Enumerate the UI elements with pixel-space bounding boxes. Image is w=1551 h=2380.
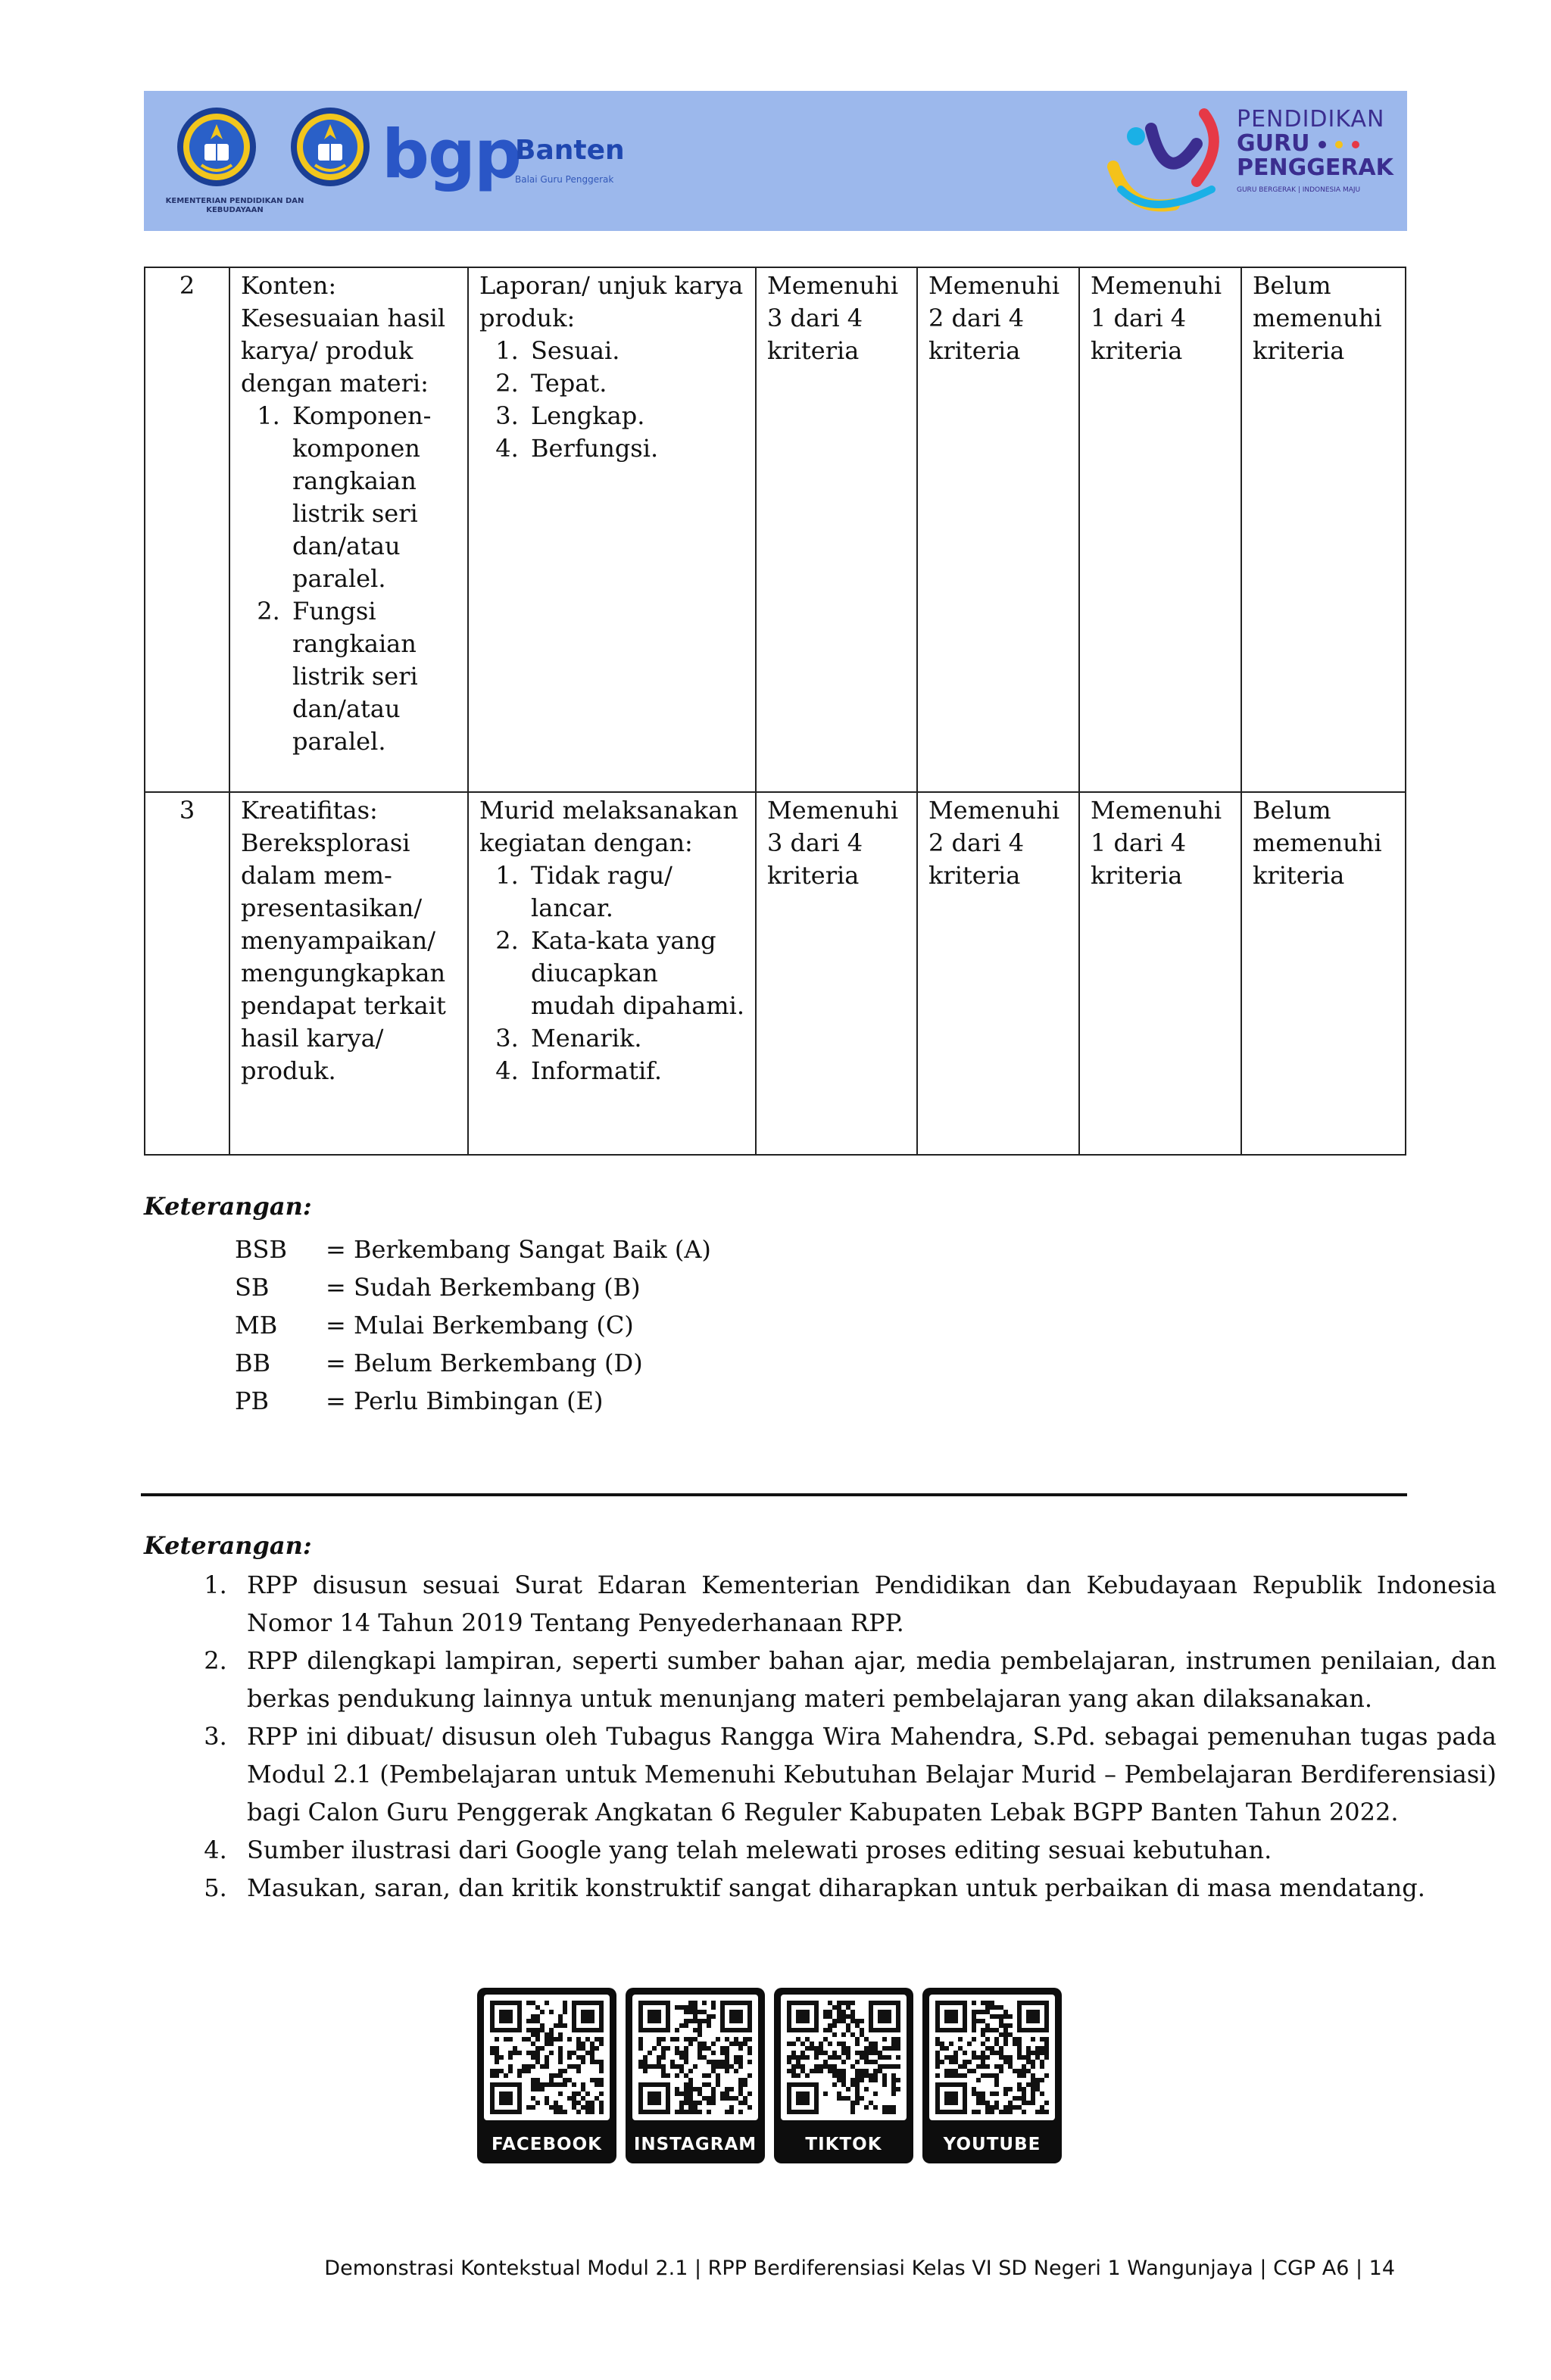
dot-icon xyxy=(1319,141,1326,148)
aspect-item: 1. Komponen-komponen rangkaian listrik seri dan/atau paralel. xyxy=(288,400,457,595)
aspect-cell xyxy=(229,267,468,792)
aspect-text: Kreatifitas: xyxy=(241,796,378,825)
criteria-item: 4. Berfungsi. xyxy=(526,432,744,465)
criteria-intro: Murid melaksanakan kegiatan dengan: xyxy=(479,796,738,857)
rubric-row xyxy=(145,267,1406,792)
pgp-wordmark xyxy=(1237,108,1393,195)
legend-meaning: = Belum Berkembang (D) xyxy=(326,1349,643,1377)
facebook-qr-card[interactable] xyxy=(477,1988,616,2163)
note-item: 4. Sumber ilustrasi dari Google yang telah melewati proses editing sesuai kebutuhan. xyxy=(235,1831,1496,1869)
notes-list xyxy=(144,1566,1496,1907)
aspect-list xyxy=(241,400,457,758)
notes-title: Keterangan: xyxy=(144,1531,312,1560)
criteria-list xyxy=(479,335,744,465)
aspect-text: Konten: xyxy=(241,271,337,300)
aspect-cell xyxy=(229,792,468,1155)
facebook-qr-code-icon xyxy=(484,1995,610,2120)
page-footer: Demonstrasi Kontekstual Modul 2.1 | RPP Berdiferensiasi Kelas VI SD Negeri 1 Wangunjaya | CGP A6 | 14 xyxy=(324,2257,1395,2280)
note-item: 5. Masukan, saran, dan kritik konstruktif sangat diharapkan untuk perbaikan di masa mendatang. xyxy=(235,1869,1496,1907)
score-level-4: Memenuhi 3 dari 4 kriteria xyxy=(756,792,917,1155)
bgp-region: Banten xyxy=(515,135,625,166)
criteria-cell xyxy=(468,792,756,1155)
criteria-item: 1. Tidak ragu/ lancar. xyxy=(526,859,744,925)
qr-label: FACEBOOK xyxy=(492,2135,602,2154)
legend-abbr: SB xyxy=(235,1273,270,1302)
tut-wuri-handayani-logo-icon-2 xyxy=(288,104,373,194)
criteria-item: 2. Tepat. xyxy=(526,367,744,400)
youtube-qr-code-icon xyxy=(929,1995,1055,2120)
assessment-rubric-table xyxy=(144,267,1406,1156)
legend-row xyxy=(235,1344,711,1382)
criteria-item: 2. Kata-kata yang diucapkan mudah dipahami. xyxy=(526,925,744,1022)
legend-abbr: PB xyxy=(235,1387,270,1415)
criteria-item: 4. Informatif. xyxy=(526,1055,744,1087)
note-item: 2. RPP dilengkapi lampiran, seperti sumber bahan ajar, media pembelajaran, instrumen penilaian, dan berkas pendukung lainnya untuk menunjang materi pembelajaran yang akan dilaksanakan. xyxy=(235,1642,1496,1717)
aspect-item: 2. Fungsi rangkaian listrik seri dan/atau paralel. xyxy=(288,595,457,758)
criteria-item: 1. Sesuai. xyxy=(526,335,744,367)
legend-meaning: = Perlu Bimbingan (E) xyxy=(326,1387,604,1415)
instagram-qr-code-icon xyxy=(632,1995,758,2120)
grade-legend xyxy=(235,1231,711,1420)
legend-meaning: = Berkembang Sangat Baik (A) xyxy=(326,1235,711,1264)
legend-meaning: = Mulai Berkembang (C) xyxy=(326,1311,634,1340)
youtube-qr-card[interactable] xyxy=(922,1988,1062,2163)
note-item: 1. RPP disusun sesuai Surat Edaran Kementerian Pendidikan dan Kebudayaan Republik Indonesia Nomor 14 Tahun 2019 Tentang Penyederhanaan RPP. xyxy=(235,1566,1496,1642)
pendidikan-guru-penggerak-logo-icon xyxy=(1106,98,1234,223)
legend-abbr: BB xyxy=(235,1349,271,1377)
tiktok-qr-code-icon xyxy=(781,1995,907,2120)
dot-icon xyxy=(1352,141,1359,148)
legend-row xyxy=(235,1268,711,1306)
qr-label: TIKTOK xyxy=(805,2135,882,2154)
social-qr-codes xyxy=(477,1988,1062,2163)
score-level-2: Memenuhi 1 dari 4 kriteria xyxy=(1079,267,1241,792)
criteria-list xyxy=(479,859,744,1087)
legend-abbr: MB xyxy=(235,1311,278,1340)
dot-icon xyxy=(1335,141,1343,148)
legend-abbr: BSB xyxy=(235,1235,287,1264)
tut-wuri-handayani-logo-icon xyxy=(174,104,259,194)
pgp-line-2: GURU xyxy=(1237,132,1393,156)
criteria-item: 3. Menarik. xyxy=(526,1022,744,1055)
criteria-item: 3. Lengkap. xyxy=(526,400,744,432)
kementerian-caption: KEMENTERIAN PENDIDIKAN DAN KEBUDAYAAN xyxy=(165,197,304,214)
instagram-qr-card[interactable] xyxy=(626,1988,765,2163)
pgp-line-1: PENDIDIKAN xyxy=(1237,106,1385,133)
qr-label: INSTAGRAM xyxy=(633,2135,757,2154)
score-level-3: Memenuhi 2 dari 4 kriteria xyxy=(917,267,1079,792)
score-level-1: Belum memenuhi kriteria xyxy=(1241,267,1406,792)
row-number: 3 xyxy=(145,792,229,1155)
bgp-tagline: Balai Guru Penggerak xyxy=(515,174,614,185)
qr-label: YOUTUBE xyxy=(943,2135,1041,2154)
score-level-2: Memenuhi 1 dari 4 kriteria xyxy=(1079,792,1241,1155)
legend-row xyxy=(235,1382,711,1420)
aspect-text: Kesesuaian hasil karya/ produk dengan materi: xyxy=(241,304,446,398)
legend-row xyxy=(235,1306,711,1344)
criteria-cell xyxy=(468,267,756,792)
header-banner xyxy=(144,91,1407,231)
rubric-row xyxy=(145,792,1406,1155)
score-level-4: Memenuhi 3 dari 4 kriteria xyxy=(756,267,917,792)
legend-title: Keterangan: xyxy=(144,1192,312,1221)
legend-row xyxy=(235,1231,711,1268)
row-number: 2 xyxy=(145,267,229,792)
tiktok-qr-card[interactable] xyxy=(774,1988,913,2163)
pgp-line-3: PENGGERAK xyxy=(1237,154,1393,181)
score-level-3: Memenuhi 2 dari 4 kriteria xyxy=(917,792,1079,1155)
legend-meaning: = Sudah Berkembang (B) xyxy=(326,1273,641,1302)
score-level-1: Belum memenuhi kriteria xyxy=(1241,792,1406,1155)
aspect-text: Bereksplorasi dalam mem-presentasikan/ menyampaikan/ mengungkapkan pendapat terkait hasil karya/ produk. xyxy=(241,828,446,1085)
divider-line xyxy=(141,1493,1407,1496)
criteria-intro: Laporan/ unjuk karya produk: xyxy=(479,271,744,332)
rubric-body xyxy=(145,267,1406,1155)
bgp-wordmark: bgp xyxy=(382,115,520,193)
note-item: 3. RPP ini dibuat/ disusun oleh Tubagus Rangga Wira Mahendra, S.Pd. sebagai pemenuhan tugas pada Modul 2.1 (Pembelajaran untuk Memenuhi Kebutuhan Belajar Murid – Pembelajaran Berdiferensiasi) bagi Calon Guru Penggerak Angkatan 6 Reguler Kabupaten Lebak BGPP Banten Tahun 2022. xyxy=(235,1717,1496,1831)
pgp-line-4: GURU BERGERAK | INDONESIA MAJU xyxy=(1237,186,1361,194)
